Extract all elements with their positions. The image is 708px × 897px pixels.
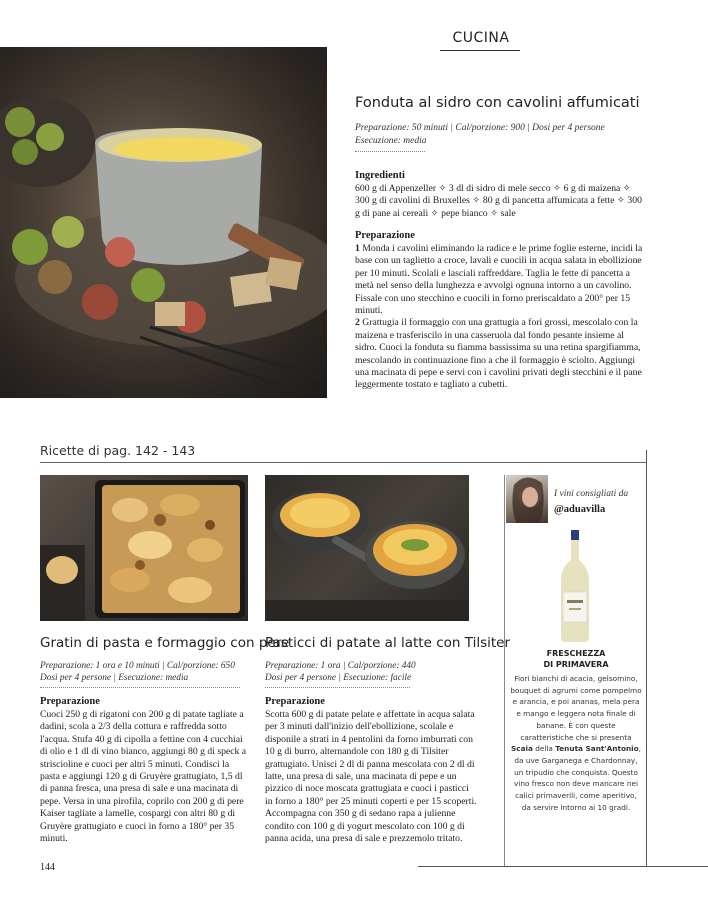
gratin-illustration [40, 475, 248, 621]
step-number: 2 [355, 317, 360, 329]
pasticci-photo [265, 475, 469, 621]
preparation-heading: Preparazione [40, 696, 100, 707]
article-title: Gratin di pasta e formaggio con pere [40, 635, 290, 651]
meta-line: Preparazione: 50 minuti | Cal/porzione: 900 | Dosi per 4 persone [355, 123, 605, 133]
fondue-illustration [0, 47, 327, 398]
preparation-text: Cuoci 250 g di rigatoni con 200 g di patate tagliate a dadini, scola a 2/3 della cottura e raffredda sotto l'acqua. Stufa 40 g di cipolla a fettine con 4 cucchiai di olio e 1 dl di vino bianco, aggiungi 80 g di speck a striscioline e cuoci per altri 5 minuti. Condisci la pasta e aggiungi 120 g di Gruyère grattugiato, 1,5 dl di panna fresca, una presa di sale e una macinata di pepe. Versa in una pirofila, coprilo con 200 g di pere Kaiser tagliate a lamelle, cospargi con altri 80 g di Gruyère grattugiato e cuoci in forno a 180° per 35 minuti. [40, 709, 247, 845]
dotted-rule [265, 687, 410, 688]
portrait-illustration [506, 475, 548, 523]
desc-text: della [532, 744, 556, 754]
gratin-photo [40, 475, 248, 621]
dotted-rule [40, 687, 240, 688]
article-title: Fonduta al sidro con cavolini affumicati [355, 95, 640, 111]
article-title: Pasticci di patate al latte con Tilsiter [265, 635, 510, 651]
preparation-text: Scotta 600 g di patate pelate e affettate in acqua salata per 3 minuti dall'inizio dell'ebollizione, scolale e disponile a strati in 4 pentolini da forno imburrati con 10 g di burro, alternandole con 180 g di Tilsiter grattugiato. Unisci 2 dl di panna mescolata con 2 dl di latte, una presa di sale, una macinata di pepe e un pizzico di noce moscata grattugiata e cuoci i pasticci in forno a 180° per 25 minuti coperti e per 15 scoperti. Accompagna con 350 g di sedano rapa a julienne condito con 100 g di yogurt mescolato con 100 g di panna acida, una presa di sale e prezzemolo tritato. [265, 709, 477, 845]
desc-text: , da uve Garganega e Chardonnay, un tripudio che conquista. Questo vino fresco non deve mancare nei calici primaverili, come aperitivo, da servire intorno ai 10 gradi. [513, 744, 641, 812]
wine-bottle [555, 530, 595, 642]
author-handle: @aduavilla [554, 504, 606, 515]
desc-text: Fiori bianchi di acacia, gelsomino, bouquet di agrumi come pompelmo e arancia, e poi ananas, mela pera e mango e leggera nota finale di banane. È con queste caratteristiche che si presenta [510, 674, 642, 742]
desc-bold: Scaia [510, 744, 533, 754]
meta-line: Dosi per 4 persone | Esecuzione: facile [265, 673, 412, 683]
ingredients-text: 600 g di Appenzeller ✧ 3 dl di sidro di mele secco ✧ 6 g di maizena ✧ 300 g di cavolini di Bruxelles ✧ 80 g di pancetta affumicata a fette ✧ 300 g di pane ai cereali ✧ pepe bianco ✧ sale [355, 183, 642, 219]
fondue-photo [0, 47, 327, 398]
section-rule [440, 50, 520, 51]
section-rule [40, 462, 646, 463]
pasticci-illustration [265, 475, 469, 621]
column-divider [504, 475, 505, 866]
meta-line: Preparazione: 1 ora | Cal/porzione: 440 [265, 661, 416, 671]
article-meta [40, 660, 250, 684]
column-divider [646, 450, 647, 866]
pages-label: Ricette di pag. 142 - 143 [40, 443, 196, 458]
avatar [506, 475, 548, 523]
meta-line: Dosi per 4 persone | Esecuzione: media [40, 673, 189, 683]
ingredients-heading: Ingredienti [355, 170, 405, 181]
wine-description [510, 673, 642, 813]
page-number: 144 [40, 862, 55, 873]
meta-line: Esecuzione: media [355, 135, 427, 146]
wine-intro: I vini consigliati da [554, 489, 629, 499]
wine-name-line: FRESCHEZZA [546, 649, 606, 658]
dotted-rule [355, 151, 425, 152]
preparation-text [355, 243, 647, 392]
bottom-rule [418, 866, 708, 867]
step-text: Monda i cavolini eliminando la radice e le prime foglie esterne, incidi la base con un taglietto a croce, lavali e cuocili in acqua salata in ebollizione per 10 minuti. Scolali e lasciali raffreddare. Taglia le fette di pancetta a metà nel senso della lunghezza e avvolgi ognuna intorno a un cavolino. Fissale con uno stecchino e cuocili in forno preriscaldato a 200° per 15 minuti. [355, 243, 643, 317]
step-text: Grattugia il formaggio con una grattugia a fori grossi, mescolalo con la maizena e trasferiscilo in una casseruola dal fondo pesante insieme al sidro. Cuoci la fonduta su fiamma bassissima su una retina spargifiamma, mescolando in continuazione fino a che il formaggio è sciolto. Aggiungi una macinata di pepe e servi con i cavolini privati degli stecchini e il pane leggermente tostato e tagliato a cubetti. [355, 317, 642, 391]
article-meta [355, 122, 645, 147]
meta-line: Preparazione: 1 ora e 10 minuti | Cal/porzione: 650 [40, 661, 235, 671]
preparation-heading: Preparazione [355, 230, 415, 241]
article-meta [265, 660, 475, 684]
wine-name [510, 648, 642, 670]
desc-bold: Tenuta Sant'Antonio [555, 744, 639, 754]
section-label: CUCINA [452, 30, 510, 46]
wine-bottle-illustration [555, 530, 595, 642]
step-number: 1 [355, 243, 360, 254]
preparation-heading: Preparazione [265, 696, 325, 707]
wine-name-line: DI PRIMAVERA [543, 660, 609, 669]
